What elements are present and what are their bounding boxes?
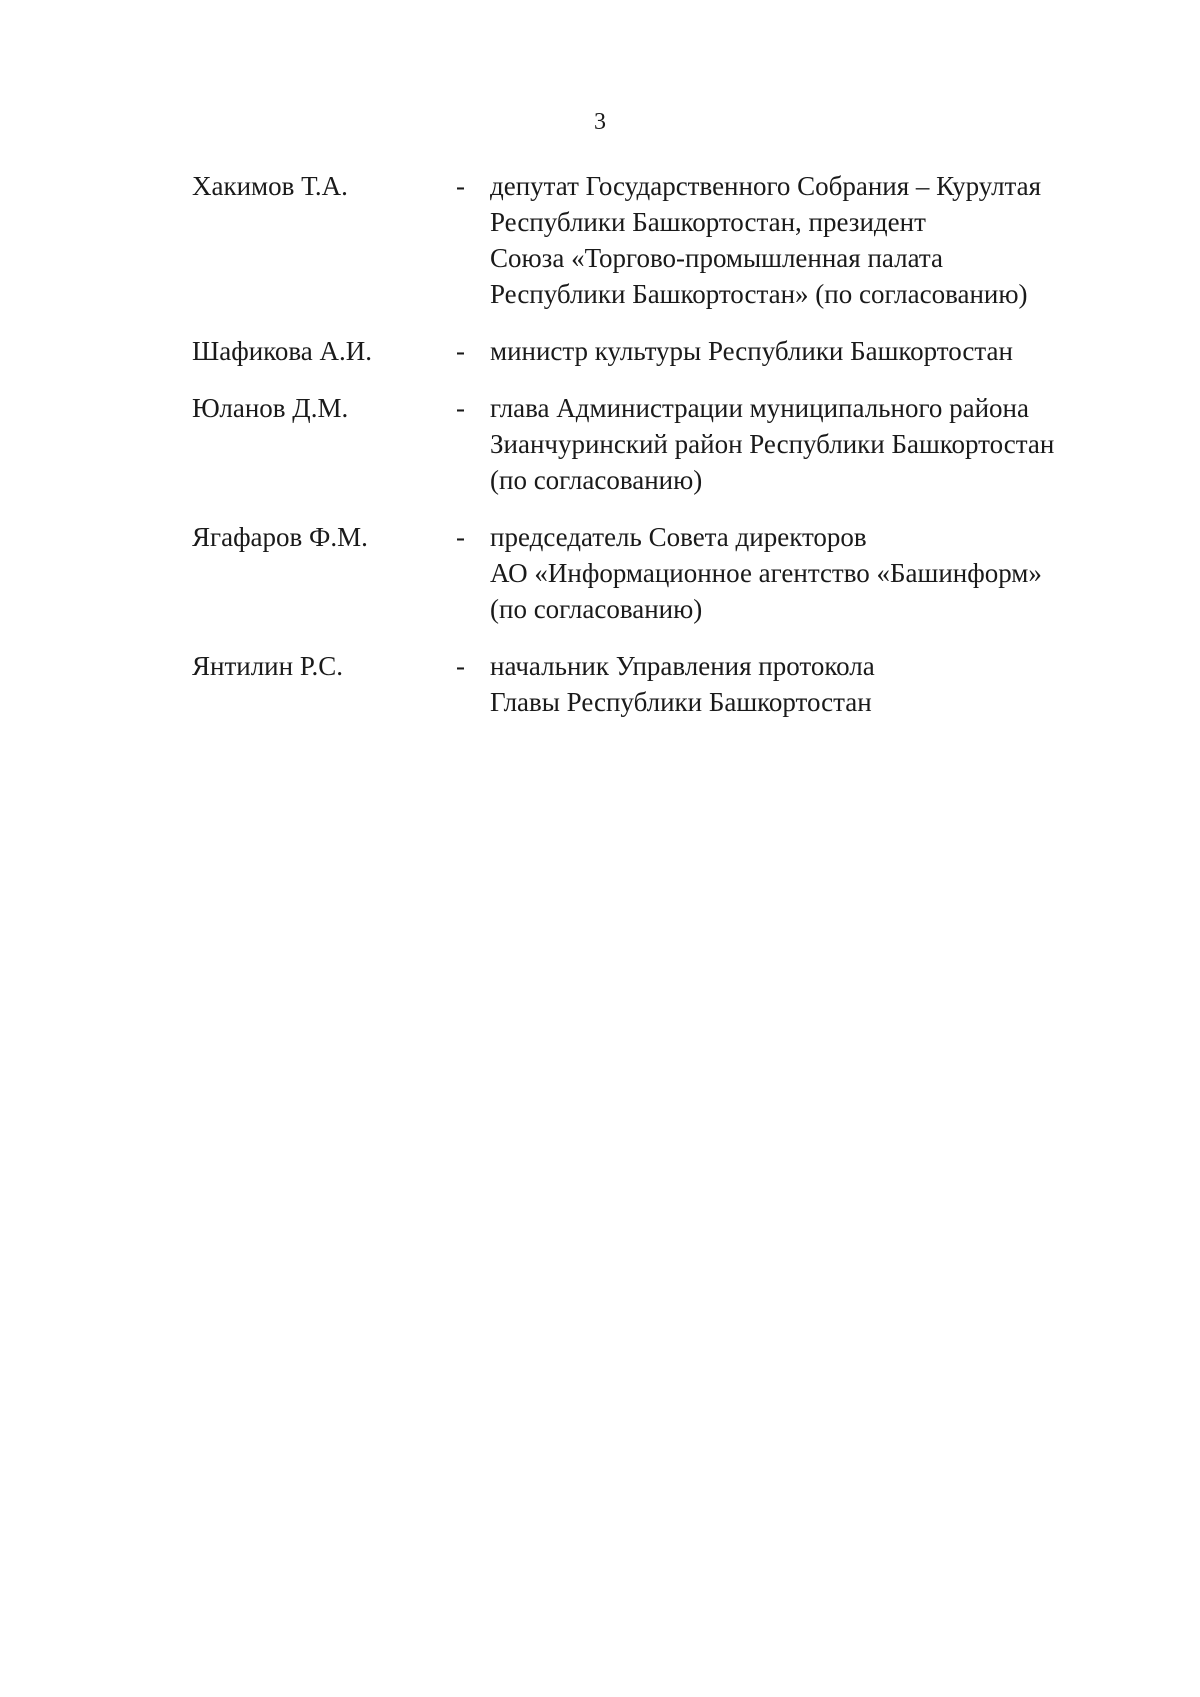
position-line: Зианчуринский район Республики Башкортостан bbox=[490, 429, 1055, 459]
position-line: Союза «Торгово-промышленная палата bbox=[490, 243, 944, 273]
member-position bbox=[490, 333, 1092, 369]
member-name: Ягафаров Ф.М. bbox=[192, 522, 368, 552]
separator-dash: - bbox=[456, 336, 465, 366]
position-line: председатель Совета директоров bbox=[490, 522, 867, 552]
member-name: Хакимов Т.А. bbox=[192, 171, 348, 201]
member-name: Янтилин Р.С. bbox=[192, 651, 343, 681]
member-position bbox=[490, 390, 1092, 498]
position-line: (по согласованию) bbox=[490, 594, 703, 624]
member-name: Юланов Д.М. bbox=[192, 393, 349, 423]
separator-dash: - bbox=[456, 522, 465, 552]
page-number: 3 bbox=[594, 109, 606, 135]
member-list bbox=[192, 168, 1092, 741]
position-line: Главы Республики Башкортостан bbox=[490, 687, 872, 717]
member-row bbox=[192, 519, 1092, 627]
member-row bbox=[192, 648, 1092, 720]
separator-dash: - bbox=[456, 171, 465, 201]
member-name: Шафикова А.И. bbox=[192, 336, 373, 366]
position-line: министр культуры Республики Башкортостан bbox=[490, 336, 1013, 366]
member-row bbox=[192, 390, 1092, 498]
position-line: (по согласованию) bbox=[490, 465, 703, 495]
separator-dash: - bbox=[456, 393, 465, 423]
member-position bbox=[490, 648, 1092, 720]
member-row bbox=[192, 333, 1092, 369]
position-line: АО «Информационное агентство «Башинформ» bbox=[490, 558, 1042, 588]
position-line: депутат Государственного Собрания – Курултая bbox=[490, 171, 1042, 201]
member-position bbox=[490, 519, 1092, 627]
member-position bbox=[490, 168, 1092, 312]
position-line: Республики Башкортостан, президент bbox=[490, 207, 926, 237]
position-line: Республики Башкортостан» (по согласованию) bbox=[490, 279, 1028, 309]
separator-dash: - bbox=[456, 651, 465, 681]
position-line: глава Администрации муниципального района bbox=[490, 393, 1029, 423]
member-row bbox=[192, 168, 1092, 312]
position-line: начальник Управления протокола bbox=[490, 651, 875, 681]
